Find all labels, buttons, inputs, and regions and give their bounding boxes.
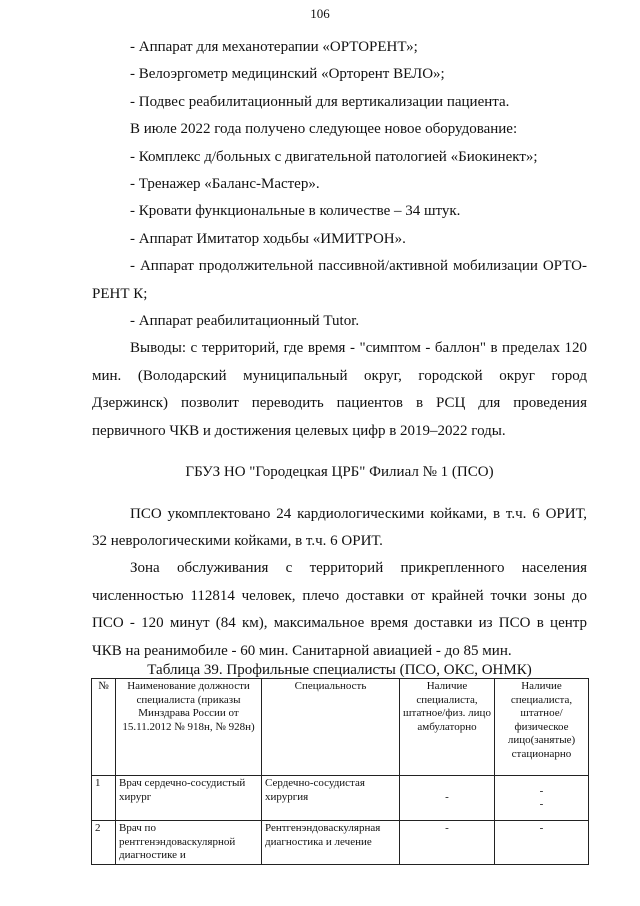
specialists-table (91, 678, 589, 865)
cell-ambulatory: - (400, 821, 495, 865)
header-position: Наименование должности специалиста (приказы Минздрава России от 15.11.2012 № 918н, № 928н) (116, 679, 262, 776)
section-heading: ГБУЗ НО "Городецкая ЦРБ" Филиал № 1 (ПСО) (185, 464, 494, 481)
table-row (92, 821, 589, 865)
paragraph: Зона обслуживания с территорий прикрепленного населения численностью 112814 человек, плечо доставки от крайней точки зоны до ПСО - 120 минут (84 км), максимальное время доставки из ПСО в центр ЧКВ на реанимобиле - 60 мин. Санитарной авиацией - до 85 мин. (92, 560, 587, 659)
cell-num: 1 (92, 776, 116, 821)
list-item: - Велоэргометр медицинский «Орторент ВЕЛО»; (130, 66, 445, 83)
list-item: - Тренажер «Баланс-Мастер». (130, 176, 320, 193)
cell-inpatient: - (495, 821, 589, 865)
cell-num: 2 (92, 821, 116, 865)
list-item: - Аппарат для механотерапии «ОРТОРЕНТ»; (130, 39, 418, 55)
body-text (92, 34, 587, 665)
header-specialty: Специальность (262, 679, 400, 776)
list-item: - Комплекс д/больных с двигательной патологией «Биокинект»; (130, 148, 538, 165)
list-item: - Аппарат Имитатор ходьбы «ИМИТРОН». (130, 230, 406, 247)
cell-position: Врач сердечно-сосудистый хирург (116, 776, 262, 821)
cell-specialty: Сердечно-сосудистая хирургия (262, 776, 400, 821)
paragraph: ПСО укомплектовано 24 кардиологическими койками, в т.ч. 6 ОРИТ, 32 неврологическими койками, в т.ч. 6 ОРИТ. (92, 505, 587, 549)
conclusion-paragraph: Выводы: с территорий, где время - "симптом - баллон" в пределах 120 мин. (Володарский муниципальный округ, городской округ город Дзержинск) позволит переводить пациентов в РСЦ для проведения первичного ЧКВ и достижения целевых цифр в 2019–2022 годы. (92, 340, 587, 439)
cell-position: Врач по рентгенэндоваскулярной диагностике и (116, 821, 262, 865)
header-ambulatory: Наличие специалиста, штатное/физ. лицо амбулаторно (400, 679, 495, 776)
header-inpatient: Наличие специалиста, штатное/физическое лицо(занятые) стационарно (495, 679, 589, 776)
list-item: - Аппарат продолжительной пассивной/активной мобилизации ОРТО-РЕНТ К; (92, 258, 587, 302)
cell-specialty: Рентгенэндоваскулярная диагностика и лечение (262, 821, 400, 865)
list-item: - Кровати функциональные в количестве – 34 штук. (130, 203, 461, 220)
table-row (92, 776, 589, 821)
list-item: - Подвес реабилитационный для вертикализации пациента. (130, 93, 510, 110)
cell-ambulatory: - (400, 776, 495, 821)
list-item: - Аппарат реабилитационный Tutor. (130, 313, 360, 330)
page-number: 106 (310, 6, 330, 21)
table-header-row (92, 679, 589, 776)
paragraph: В июле 2022 года получено следующее новое оборудование: (130, 121, 518, 138)
cell-inpatient: - - (495, 776, 589, 821)
header-num: № (92, 679, 116, 776)
table-caption: Таблица 39. Профильные специалисты (ПСО, ОКС, ОНМК) (147, 662, 532, 678)
